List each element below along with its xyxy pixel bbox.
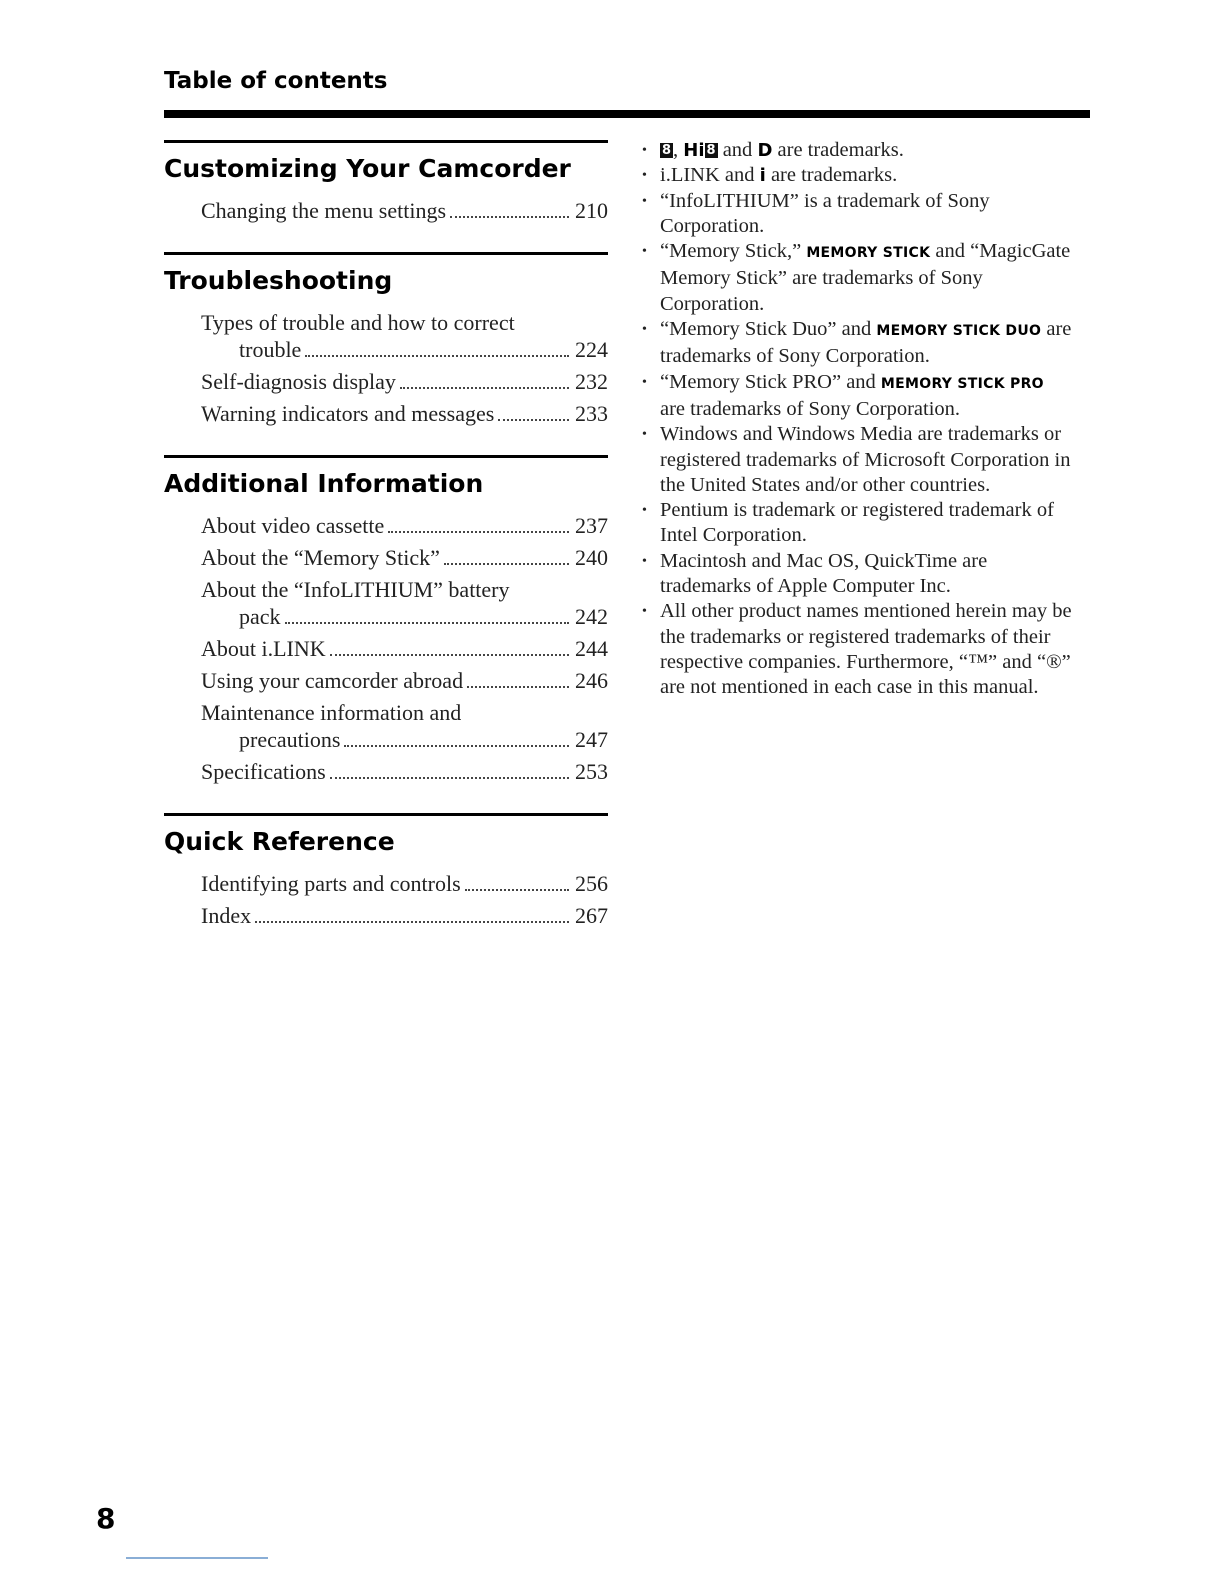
toc-entry[interactable] [201, 544, 608, 571]
bullet-icon: • [642, 427, 647, 443]
leader-dots [444, 563, 569, 565]
leader-dots [330, 654, 569, 656]
trademark-note: • Pentium is trademark or registered trademark of Intel Corporation. [642, 498, 1072, 549]
toc-entry-text: About the “Memory Stick” [201, 545, 440, 570]
toc-entry-text: Warning indicators and messages [201, 401, 495, 426]
leader-dots [285, 622, 569, 624]
leader-dots [255, 921, 569, 923]
section-title: Troubleshooting [164, 266, 393, 295]
footer-rule [126, 1557, 268, 1559]
toc-entry-text: About i.LINK [201, 636, 326, 661]
toc-entry-page: 232 [575, 369, 608, 394]
bullet-icon: • [642, 604, 647, 620]
trademark-note: • 8, Hi 8 and D are trademarks. [642, 138, 1072, 163]
toc-entry[interactable] [201, 576, 608, 630]
leader-dots [330, 777, 569, 779]
toc-entry[interactable] [201, 400, 608, 427]
toc-entry[interactable] [201, 699, 608, 753]
toc-entry[interactable] [201, 368, 608, 395]
memory-stick-pro-logo: MEMORY STICK PRO [880, 375, 1044, 392]
page-header-title: Table of contents [164, 68, 388, 94]
toc-entry-page: 233 [575, 401, 608, 426]
trademark-note: • All other product names mentioned herein may be the trademarks or registered trademarks of their respective companies. Furthermore, “™” and “®” are not mentioned in each case in this manual. [642, 599, 1072, 700]
leader-dots [465, 889, 569, 891]
toc-entry-text: Self-diagnosis display [201, 369, 396, 394]
bullet-icon: • [642, 168, 647, 184]
toc-entry-text: Index [201, 903, 252, 928]
toc-entry-text-cont: trouble [239, 337, 302, 362]
trademark-notes [642, 138, 1072, 701]
toc-entry-page: 224 [575, 337, 608, 362]
toc-entry[interactable] [201, 902, 608, 929]
page-number: 8 [96, 1502, 116, 1535]
toc-entry-page: 247 [575, 727, 608, 752]
leader-dots [400, 387, 569, 389]
section-title: Customizing Your Camcorder [164, 154, 571, 183]
ilink-logo: i [759, 165, 766, 187]
toc-column [164, 140, 608, 957]
toc-entry[interactable] [201, 309, 608, 363]
header-rule [164, 110, 1090, 118]
toc-entry-text: Specifications [201, 759, 326, 784]
trademark-note: • “Memory Stick,” MEMORY STICK and “MagicGate Memory Stick” are trademarks of Sony Corporation. [642, 239, 1072, 317]
trademark-note: • “Memory Stick Duo” and MEMORY STICK DUO are trademarks of Sony Corporation. [642, 317, 1072, 370]
trademark-note: • Windows and Windows Media are trademarks or registered trademarks of Microsoft Corporation in the United States and/or other countries. [642, 422, 1072, 498]
leader-dots [344, 745, 569, 747]
bullet-icon: • [642, 503, 647, 519]
memory-stick-duo-logo: MEMORY STICK DUO [876, 323, 1042, 340]
toc-entry-text: Using your camcorder abroad [201, 668, 464, 693]
bullet-icon: • [642, 244, 647, 260]
toc-entry-text: About video cassette [201, 513, 385, 538]
hi8-logo: Hi 8 [683, 140, 716, 161]
bullet-icon: • [642, 193, 647, 209]
bullet-icon: • [642, 322, 647, 338]
section-quick-reference [164, 813, 608, 929]
toc-entry[interactable] [201, 635, 608, 662]
toc-entry-page: 246 [575, 668, 608, 693]
toc-entry[interactable] [201, 197, 608, 224]
toc-entry-text: About the “InfoLITHIUM” battery [201, 577, 510, 602]
trademark-note: • “Memory Stick PRO” and MEMORY STICK PRO are trademarks of Sony Corporation. [642, 370, 1072, 423]
bullet-icon: • [642, 143, 647, 158]
section-title: Additional Information [164, 469, 484, 498]
digital8-logo: D [757, 140, 773, 161]
section-additional-information [164, 455, 608, 785]
trademark-note: • “InfoLITHIUM” is a trademark of Sony Corporation. [642, 189, 1072, 240]
toc-entry-text: Maintenance information and [201, 700, 462, 725]
toc-entry-page: 242 [575, 604, 608, 629]
trademark-note: • Macintosh and Mac OS, QuickTime are trademarks of Apple Computer Inc. [642, 549, 1072, 600]
toc-entry-page: 240 [575, 545, 608, 570]
toc-entry[interactable] [201, 758, 608, 785]
bullet-icon: • [642, 374, 647, 390]
toc-entry-text-cont: precautions [239, 727, 341, 752]
toc-entry-text: Changing the menu settings [201, 198, 447, 223]
toc-entry-text: Types of trouble and how to correct [201, 310, 515, 335]
toc-entry-text: Identifying parts and controls [201, 871, 461, 896]
toc-entry-page: 267 [575, 903, 608, 928]
toc-entry-page: 244 [575, 636, 608, 661]
video8-logo: 8 [662, 143, 672, 158]
toc-entry-page: 253 [575, 759, 608, 784]
leader-dots [305, 355, 569, 357]
leader-dots [467, 686, 569, 688]
toc-entry[interactable] [201, 512, 608, 539]
toc-entry[interactable] [201, 870, 608, 897]
toc-entry-page: 256 [575, 871, 608, 896]
leader-dots [450, 216, 569, 218]
bullet-icon: • [642, 553, 647, 569]
section-troubleshooting [164, 252, 608, 427]
toc-entry-page: 237 [575, 513, 608, 538]
section-customizing [164, 140, 608, 224]
memory-stick-logo: MEMORY STICK [806, 245, 931, 262]
toc-entry-text-cont: pack [239, 604, 281, 629]
leader-dots [388, 531, 569, 533]
toc-entry[interactable] [201, 667, 608, 694]
section-title: Quick Reference [164, 827, 395, 856]
trademark-note: • i.LINK and i are trademarks. [642, 163, 1072, 188]
leader-dots [498, 419, 569, 421]
toc-entry-page: 210 [575, 198, 608, 223]
